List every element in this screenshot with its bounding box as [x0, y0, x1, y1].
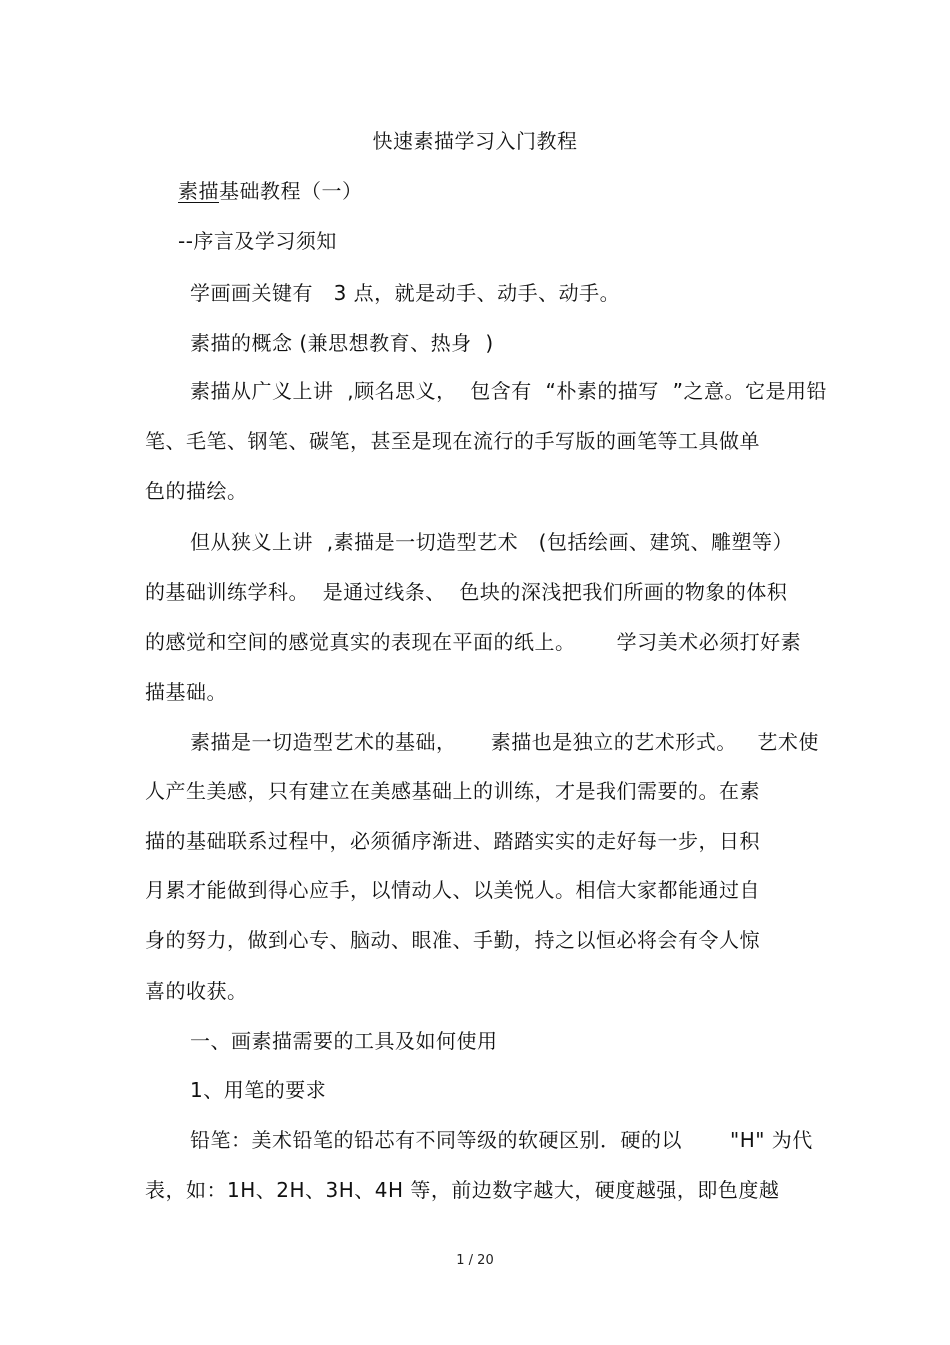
body-line: 笔、毛笔、钢笔、碳笔，甚至是现在流行的手写版的画笔等工具做单: [145, 429, 760, 453]
body-line: 素描的概念 (兼思想教育、热身 ): [190, 331, 494, 355]
heading-rest: 基础教程（一）: [219, 179, 363, 203]
body-line: 学画画关键有 3 点，就是动手、动手、动手。: [190, 281, 621, 305]
body-line: 身的努力，做到心专、脑动、眼准、手勤，持之以恒必将会有令人惊: [145, 928, 760, 952]
body-line: 铅笔：美术铅笔的铅芯有不同等级的软硬区别．硬的以 "H" 为代: [190, 1128, 813, 1152]
subsection-title-pen: 1、用笔的要求: [190, 1078, 327, 1102]
body-line: 的基础训练学科。 是通过线条、 色块的深浅把我们所画的物象的体积: [145, 580, 788, 604]
heading-underlined-term: 素描: [178, 179, 219, 203]
document-title: 快速素描学习入门教程: [372, 129, 578, 153]
body-line: 的感觉和空间的感觉真实的表现在平面的纸上。 学习美术必须打好素: [145, 630, 802, 654]
body-line: 素描是一切造型艺术的基础， 素描也是独立的艺术形式。 艺术使: [190, 730, 819, 754]
body-line: 月累才能做到得心应手，以情动人、以美悦人。相信大家都能通过自: [145, 878, 760, 902]
body-line: 人产生美感，只有建立在美感基础上的训练，才是我们需要的。在素: [145, 779, 760, 803]
section-title-tools: 一、画素描需要的工具及如何使用: [190, 1029, 498, 1053]
body-line: 描基础。: [145, 680, 227, 704]
section-heading: [178, 178, 363, 204]
page-number: 1 / 20: [456, 1253, 494, 1268]
body-line: 但从狭义上讲 ,素描是一切造型艺术 (包括绘画、建筑、雕塑等）: [190, 530, 793, 554]
body-line: 表，如：1H、2H、3H、4H 等，前边数字越大，硬度越强，即色度越: [145, 1178, 780, 1202]
body-line: 喜的收获。: [145, 979, 248, 1003]
body-line: 色的描绘。: [145, 479, 248, 503]
section-subheading: --序言及学习须知: [178, 229, 337, 253]
body-line: 描的基础联系过程中，必须循序渐进、踏踏实实的走好每一步，日积: [145, 829, 760, 853]
body-line: 素描从广义上讲 ,顾名思义， 包含有 “朴素的描写 ”之意。它是用铅: [190, 379, 827, 403]
